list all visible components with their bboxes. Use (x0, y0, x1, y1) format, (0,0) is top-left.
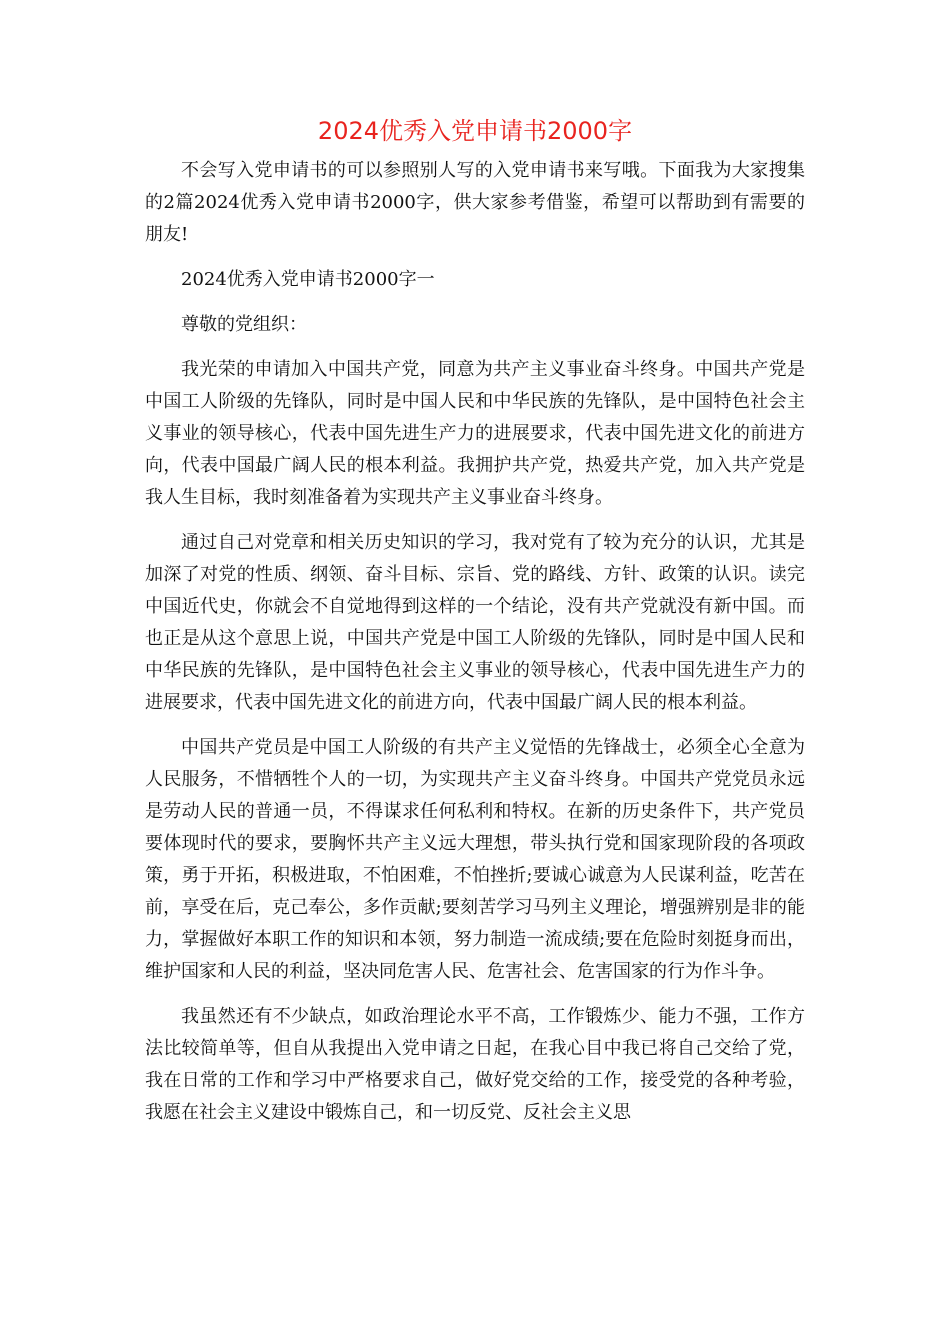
section-heading: 2024优秀入党申请书2000字一 (181, 269, 435, 290)
intro-paragraph: 不会写入党申请书的可以参照别人写的入党申请书来写哦。下面我为大家搜集的2篇2024优秀入党申请书2000字，供大家参考借鉴，希望可以帮助到有需要的朋友! (145, 160, 805, 245)
body-paragraph: 我虽然还有不少缺点，如政治理论水平不高，工作锻炼少、能力不强，工作方法比较简单等，但自从我提出入党申请之日起，在我心目中我已将自己交给了党，我在日常的工作和学习中严格要求自己，做好党交给的工作，接受党的各种考验，我愿在社会主义建设中锻炼自己，和一切反党、反社会主义思 (145, 1006, 805, 1123)
document-title: 2024优秀入党申请书2000字 (317, 117, 633, 145)
body-paragraph: 我光荣的申请加入中国共产党，同意为共产主义事业奋斗终身。中国共产党是中国工人阶级的先锋队，同时是中国人民和中华民族的先锋队，是中国特色社会主义事业的领导核心，代表中国先进生产力的进展要求，代表中国先进文化的前进方向，代表中国最广阔人民的根本利益。我拥护共产党，热爱共产党，加入共产党是我人生目标，我时刻准备着为实现共产主义事业奋斗终身。 (145, 359, 805, 508)
body-paragraph: 通过自己对党章和相关历史知识的学习，我对党有了较为充分的认识，尤其是加深了对党的性质、纲领、奋斗目标、宗旨、党的路线、方针、政策的认识。读完中国近代史，你就会不自觉地得到这样的一个结论，没有共产党就没有新中国。而也正是从这个意思上说，中国共产党是中国工人阶级的先锋队，同时是中国人民和中华民族的先锋队，是中国特色社会主义事业的领导核心，代表中国先进生产力的进展要求，代表中国先进文化的前进方向，代表中国最广阔人民的根本利益。 (145, 532, 805, 713)
salutation: 尊敬的党组织： (181, 314, 307, 335)
document-body (145, 155, 805, 1129)
body-paragraph: 中国共产党员是中国工人阶级的有共产主义觉悟的先锋战士，必须全心全意为人民服务，不惜牺牲个人的一切，为实现共产主义奋斗终身。中国共产党党员永远是劳动人民的普通一员，不得谋求任何私利和特权。在新的历史条件下，共产党员要体现时代的要求，要胸怀共产主义远大理想，带头执行党和国家现阶段的各项政策，勇于开拓，积极进取，不怕困难，不怕挫折;要诚心诚意为人民谋利益，吃苦在前，享受在后，克己奉公，多作贡献;要刻苦学习马列主义理论，增强辨别是非的能力，掌握做好本职工作的知识和本领，努力制造一流成绩;要在危险时刻挺身而出，维护国家和人民的利益，坚决同危害人民、危害社会、危害国家的行为作斗争。 (145, 737, 805, 982)
